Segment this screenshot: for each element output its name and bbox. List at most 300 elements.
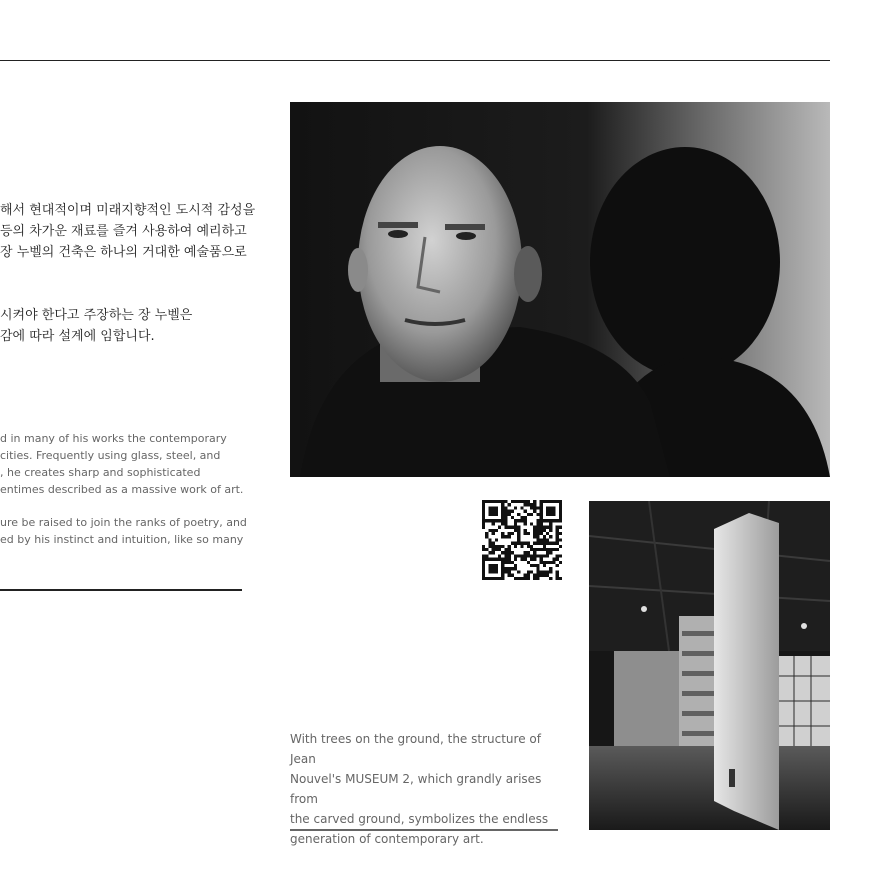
qr-module	[495, 500, 498, 503]
qr-module	[543, 570, 546, 573]
qr-module	[533, 558, 536, 561]
qr-module	[543, 564, 546, 567]
qr-module	[501, 519, 504, 522]
english-line: , he creates sharp and sophisticated	[0, 466, 201, 479]
qr-module	[527, 545, 530, 548]
qr-module	[508, 548, 511, 551]
qr-module	[514, 558, 517, 561]
qr-module	[520, 542, 523, 545]
qr-module	[530, 554, 533, 557]
qr-module	[524, 577, 527, 580]
qr-module	[482, 558, 485, 561]
qr-module	[546, 532, 549, 535]
qr-code-icon	[482, 500, 562, 580]
qr-module	[504, 567, 507, 570]
qr-module	[540, 532, 543, 535]
qr-module	[556, 519, 559, 522]
qr-module	[520, 558, 523, 561]
qr-module	[559, 519, 562, 522]
qr-module	[482, 554, 485, 557]
qr-module	[556, 542, 559, 545]
qr-module	[511, 500, 514, 503]
qr-module	[540, 574, 543, 577]
qr-module	[501, 532, 504, 535]
qr-module	[514, 545, 517, 548]
qr-module	[543, 545, 546, 548]
qr-module	[508, 574, 511, 577]
qr-module	[485, 500, 488, 503]
qr-module	[492, 529, 495, 532]
qr-module	[517, 577, 520, 580]
qr-module	[533, 535, 536, 538]
qr-module	[501, 577, 504, 580]
qr-module	[482, 564, 485, 567]
qr-module	[556, 570, 559, 573]
qr-module	[533, 526, 536, 529]
qr-module	[546, 561, 549, 564]
qr-module	[517, 570, 520, 573]
qr-module	[492, 532, 495, 535]
qr-module	[517, 513, 520, 516]
qr-module	[482, 574, 485, 577]
qr-module	[520, 506, 523, 509]
qr-module	[492, 510, 495, 513]
qr-module	[498, 554, 501, 557]
qr-module	[485, 558, 488, 561]
qr-module	[546, 570, 549, 573]
qr-module	[482, 516, 485, 519]
qr-module	[556, 574, 559, 577]
qr-module	[492, 551, 495, 554]
qr-module	[540, 558, 543, 561]
qr-module	[540, 554, 543, 557]
qr-module	[527, 503, 530, 506]
qr-module	[536, 574, 539, 577]
qr-module	[543, 519, 546, 522]
qr-module	[514, 529, 517, 532]
qr-module	[549, 510, 552, 513]
qr-module	[492, 570, 495, 573]
qr-module	[508, 561, 511, 564]
qr-module	[504, 500, 507, 503]
qr-module	[514, 519, 517, 522]
qr-module	[540, 516, 543, 519]
qr-module	[530, 548, 533, 551]
qr-module	[543, 542, 546, 545]
qr-module	[482, 503, 485, 506]
qr-module	[508, 532, 511, 535]
qr-module	[549, 506, 552, 509]
qr-module	[508, 510, 511, 513]
qr-module	[517, 526, 520, 529]
qr-module	[533, 532, 536, 535]
qr-module	[546, 538, 549, 541]
qr-module	[549, 577, 552, 580]
qr-module	[498, 558, 501, 561]
qr-module	[546, 500, 549, 503]
qr-module	[514, 564, 517, 567]
qr-module	[533, 564, 536, 567]
qr-module	[556, 577, 559, 580]
qr-module	[508, 558, 511, 561]
qr-module	[482, 548, 485, 551]
qr-module	[511, 526, 514, 529]
qr-module	[492, 519, 495, 522]
qr-module	[488, 545, 491, 548]
korean-line: 장 누벨의 건축은 하나의 거대한 예술품으로	[0, 245, 247, 260]
qr-module	[501, 561, 504, 564]
qr-module	[517, 554, 520, 557]
korean-line: 시켜야 한다고 주장하는 장 누벨은	[0, 308, 193, 323]
qr-module	[492, 506, 495, 509]
museum-interior-photo	[589, 501, 830, 830]
qr-module	[556, 538, 559, 541]
qr-module	[498, 545, 501, 548]
qr-module	[540, 538, 543, 541]
caption-line: Nouvel's MUSEUM 2, which grandly arises from	[290, 772, 542, 806]
qr-module	[482, 519, 485, 522]
qr-module	[498, 500, 501, 503]
qr-module	[530, 545, 533, 548]
qr-module	[495, 529, 498, 532]
qr-module	[501, 535, 504, 538]
qr-module	[533, 542, 536, 545]
qr-module	[482, 561, 485, 564]
qr-module	[552, 500, 555, 503]
qr-module	[501, 522, 504, 525]
qr-module	[533, 529, 536, 532]
qr-module	[543, 574, 546, 577]
qr-module	[549, 567, 552, 570]
qr-module	[546, 513, 549, 516]
qr-module	[556, 500, 559, 503]
qr-module	[527, 561, 530, 564]
qr-module	[533, 577, 536, 580]
qr-module	[549, 522, 552, 525]
qr-module	[546, 574, 549, 577]
qr-module	[546, 506, 549, 509]
qr-module	[492, 567, 495, 570]
qr-module	[488, 510, 491, 513]
qr-module	[495, 538, 498, 541]
qr-module	[482, 567, 485, 570]
english-line: ed by his instinct and intuition, like so many	[0, 533, 244, 546]
qr-module	[540, 570, 543, 573]
qr-module	[540, 503, 543, 506]
qr-module	[527, 574, 530, 577]
qr-module	[517, 532, 520, 535]
qr-module	[549, 535, 552, 538]
qr-module	[498, 548, 501, 551]
qr-module	[546, 519, 549, 522]
qr-module	[504, 554, 507, 557]
qr-module	[540, 526, 543, 529]
qr-module	[492, 577, 495, 580]
qr-module	[504, 510, 507, 513]
qr-module	[488, 558, 491, 561]
qr-module	[556, 535, 559, 538]
qr-module	[552, 513, 555, 516]
qr-module	[508, 567, 511, 570]
qr-module	[540, 506, 543, 509]
qr-module	[552, 561, 555, 564]
qr-module	[504, 551, 507, 554]
qr-module	[549, 570, 552, 573]
qr-module	[546, 548, 549, 551]
qr-module	[488, 519, 491, 522]
qr-module	[559, 506, 562, 509]
qr-module	[536, 577, 539, 580]
qr-module	[508, 535, 511, 538]
qr-module	[495, 577, 498, 580]
qr-module	[540, 500, 543, 503]
qr-module	[559, 510, 562, 513]
qr-module	[530, 522, 533, 525]
qr-module	[504, 526, 507, 529]
qr-module	[501, 551, 504, 554]
qr-module	[508, 570, 511, 573]
qr-module	[504, 558, 507, 561]
qr-module	[533, 510, 536, 513]
qr-module	[533, 500, 536, 503]
qr-module	[488, 567, 491, 570]
qr-module	[524, 510, 527, 513]
qr-module	[540, 519, 543, 522]
qr-module	[536, 542, 539, 545]
qr-module	[556, 558, 559, 561]
qr-module	[504, 506, 507, 509]
qr-module	[498, 526, 501, 529]
qr-module	[559, 554, 562, 557]
qr-module	[543, 529, 546, 532]
qr-module	[527, 551, 530, 554]
qr-module	[524, 529, 527, 532]
qr-module	[508, 526, 511, 529]
left-column-divider	[0, 589, 242, 591]
english-paragraph-1	[0, 430, 250, 498]
qr-module	[549, 551, 552, 554]
qr-module	[549, 519, 552, 522]
qr-module	[536, 529, 539, 532]
qr-module	[524, 532, 527, 535]
qr-module	[498, 519, 501, 522]
qr-module	[488, 564, 491, 567]
qr-module	[495, 567, 498, 570]
qr-module	[488, 542, 491, 545]
qr-module	[504, 561, 507, 564]
qr-module	[559, 538, 562, 541]
qr-module	[514, 506, 517, 509]
qr-module	[559, 532, 562, 535]
qr-module	[540, 529, 543, 532]
qr-module	[482, 526, 485, 529]
qr-module	[536, 570, 539, 573]
qr-module	[492, 564, 495, 567]
qr-module	[488, 500, 491, 503]
qr-module	[508, 545, 511, 548]
qr-module	[511, 551, 514, 554]
qr-module	[501, 513, 504, 516]
korean-paragraph-1	[0, 200, 272, 263]
qr-module	[508, 554, 511, 557]
qr-module	[559, 545, 562, 548]
qr-module	[524, 522, 527, 525]
qr-module	[530, 570, 533, 573]
top-divider	[0, 60, 830, 61]
qr-module	[495, 548, 498, 551]
qr-module	[517, 535, 520, 538]
qr-module	[556, 526, 559, 529]
qr-module	[504, 535, 507, 538]
qr-module	[488, 529, 491, 532]
qr-module	[498, 577, 501, 580]
qr-module	[504, 519, 507, 522]
english-line: d in many of his works the contemporary	[0, 432, 227, 445]
qr-module	[540, 513, 543, 516]
qr-module	[508, 513, 511, 516]
qr-module	[514, 554, 517, 557]
qr-module	[533, 574, 536, 577]
qr-module	[501, 510, 504, 513]
qr-module	[495, 558, 498, 561]
english-line: entimes described as a massive work of art.	[0, 483, 244, 496]
qr-module	[533, 554, 536, 557]
qr-module	[549, 526, 552, 529]
qr-module	[485, 535, 488, 538]
qr-module	[488, 538, 491, 541]
qr-module	[511, 542, 514, 545]
qr-module	[527, 570, 530, 573]
qr-module	[527, 554, 530, 557]
qr-module	[543, 561, 546, 564]
qr-module	[559, 503, 562, 506]
qr-module	[552, 548, 555, 551]
qr-module	[495, 510, 498, 513]
english-paragraph-2	[0, 514, 250, 548]
qr-module	[552, 558, 555, 561]
english-line: cities. Frequently using glass, steel, and	[0, 449, 221, 462]
qr-module	[504, 513, 507, 516]
qr-module	[517, 529, 520, 532]
qr-module	[546, 554, 549, 557]
qr-module	[543, 538, 546, 541]
qr-module	[533, 548, 536, 551]
qr-module	[556, 532, 559, 535]
qr-module	[495, 545, 498, 548]
qr-module	[520, 500, 523, 503]
qr-module	[485, 532, 488, 535]
qr-module	[511, 567, 514, 570]
qr-module	[556, 564, 559, 567]
qr-module	[501, 545, 504, 548]
qr-module	[492, 513, 495, 516]
qr-module	[501, 558, 504, 561]
qr-module	[559, 526, 562, 529]
qr-module	[492, 500, 495, 503]
portrait-photo	[290, 102, 830, 477]
qr-module	[530, 506, 533, 509]
qr-module	[488, 513, 491, 516]
qr-module	[536, 526, 539, 529]
qr-module	[501, 564, 504, 567]
qr-module	[501, 574, 504, 577]
qr-module	[543, 548, 546, 551]
qr-module	[559, 516, 562, 519]
qr-module	[559, 561, 562, 564]
qr-module	[501, 570, 504, 573]
qr-module	[559, 513, 562, 516]
qr-module	[511, 516, 514, 519]
korean-line: 등의 차가운 재료를 즐겨 사용하여 예리하고	[0, 224, 247, 239]
qr-module	[549, 513, 552, 516]
caption-line: With trees on the ground, the structure of Jean	[290, 732, 541, 766]
qr-module	[485, 554, 488, 557]
qr-module	[482, 570, 485, 573]
qr-module	[556, 554, 559, 557]
qr-module	[514, 577, 517, 580]
qr-module	[536, 548, 539, 551]
qr-module	[533, 506, 536, 509]
qr-module	[549, 500, 552, 503]
qr-module	[536, 519, 539, 522]
qr-module	[501, 506, 504, 509]
qr-module	[511, 532, 514, 535]
qr-module	[485, 577, 488, 580]
qr-module	[524, 558, 527, 561]
qr-module	[543, 500, 546, 503]
qr-module	[511, 561, 514, 564]
qr-module	[492, 558, 495, 561]
qr-module	[549, 548, 552, 551]
qr-module	[524, 500, 527, 503]
qr-module	[517, 538, 520, 541]
qr-module	[488, 506, 491, 509]
qr-module	[504, 516, 507, 519]
qr-module	[536, 564, 539, 567]
korean-paragraph-2	[0, 305, 272, 347]
qr-module	[482, 506, 485, 509]
qr-module	[508, 503, 511, 506]
qr-module	[485, 519, 488, 522]
qr-module	[540, 548, 543, 551]
qr-module	[482, 577, 485, 580]
qr-module	[524, 554, 527, 557]
qr-module	[552, 542, 555, 545]
qr-module	[530, 558, 533, 561]
qr-module	[492, 545, 495, 548]
qr-module	[543, 526, 546, 529]
qr-module	[514, 526, 517, 529]
qr-module	[546, 510, 549, 513]
qr-module	[482, 510, 485, 513]
qr-module	[546, 542, 549, 545]
qr-module	[495, 564, 498, 567]
qr-module	[520, 516, 523, 519]
qr-module	[533, 551, 536, 554]
qr-module	[527, 532, 530, 535]
qr-module	[492, 522, 495, 525]
caption-divider	[290, 829, 558, 831]
qr-module	[524, 516, 527, 519]
qr-module	[501, 503, 504, 506]
qr-module	[549, 529, 552, 532]
qr-module	[482, 545, 485, 548]
qr-module	[536, 535, 539, 538]
qr-module	[520, 519, 523, 522]
qr-module	[524, 551, 527, 554]
qr-module	[552, 519, 555, 522]
qr-module	[488, 551, 491, 554]
